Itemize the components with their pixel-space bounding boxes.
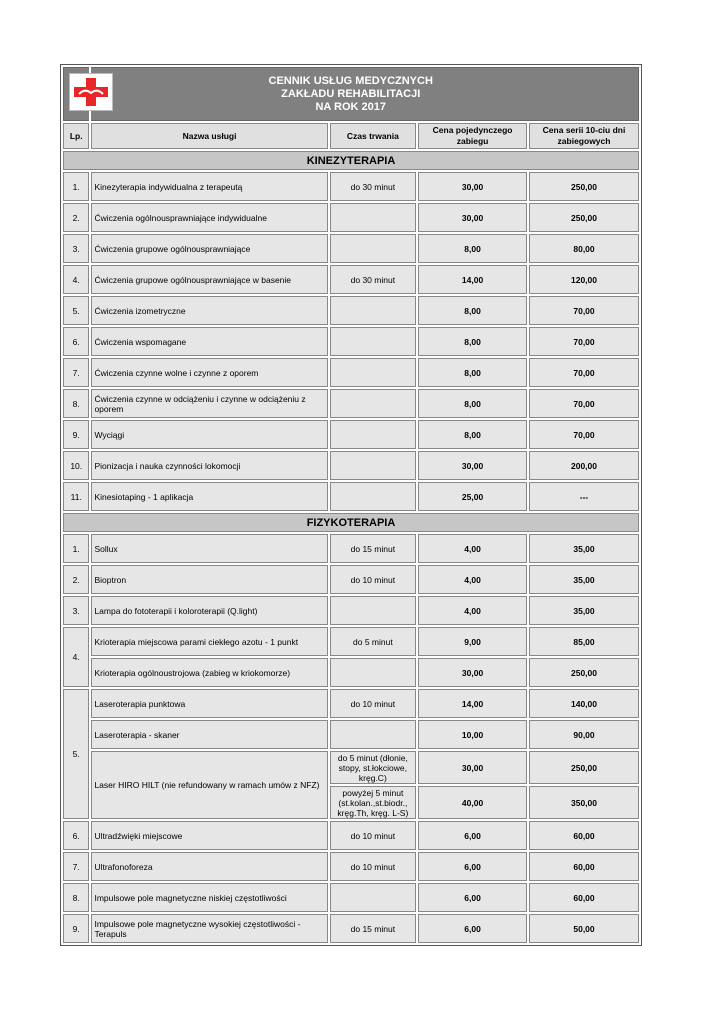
table-row bbox=[63, 482, 639, 511]
row-series-price: 70,00 bbox=[529, 358, 639, 387]
row-duration bbox=[330, 451, 417, 480]
row-single-price: 9,00 bbox=[418, 627, 527, 656]
row-series-price: 35,00 bbox=[529, 565, 639, 594]
row-series-price: 200,00 bbox=[529, 451, 639, 480]
table-row bbox=[63, 852, 639, 881]
row-duration: do 5 minut bbox=[330, 627, 417, 656]
row-series-price: 350,00 bbox=[529, 786, 639, 819]
row-duration: do 15 minut bbox=[330, 534, 417, 563]
row-lp: 5. bbox=[63, 296, 89, 325]
row-single-price: 8,00 bbox=[418, 327, 527, 356]
row-name: Impulsowe pole magnetyczne wysokiej częstotliwości - Terapuls bbox=[91, 914, 327, 943]
row-name: Impulsowe pole magnetyczne niskiej częstotliwości bbox=[91, 883, 327, 912]
row-single-price: 8,00 bbox=[418, 420, 527, 449]
row-duration: do 10 minut bbox=[330, 565, 417, 594]
row-duration bbox=[330, 596, 417, 625]
row-single-price: 8,00 bbox=[418, 358, 527, 387]
row-single-price: 6,00 bbox=[418, 883, 527, 912]
row-name: Ćwiczenia wspomagane bbox=[91, 327, 327, 356]
row-series-price: 50,00 bbox=[529, 914, 639, 943]
title-row bbox=[63, 67, 639, 121]
row-lp: 8. bbox=[63, 883, 89, 912]
table-row bbox=[63, 883, 639, 912]
row-single-price: 30,00 bbox=[418, 172, 527, 201]
row-duration: do 10 minut bbox=[330, 689, 417, 718]
row-name: Laseroterapia - skaner bbox=[91, 720, 327, 749]
column-header-duration: Czas trwania bbox=[330, 123, 417, 149]
row-single-price: 6,00 bbox=[418, 914, 527, 943]
red-cross-logo-icon bbox=[70, 74, 112, 110]
row-lp: 2. bbox=[63, 565, 89, 594]
row-duration: do 10 minut bbox=[330, 852, 417, 881]
row-single-price: 25,00 bbox=[418, 482, 527, 511]
row-series-price: 70,00 bbox=[529, 389, 639, 418]
row-lp: 1. bbox=[63, 172, 89, 201]
row-single-price: 8,00 bbox=[418, 234, 527, 263]
row-series-price: 250,00 bbox=[529, 172, 639, 201]
table-row bbox=[63, 389, 639, 418]
table-row bbox=[63, 327, 639, 356]
row-name: Ćwiczenia czynne w odciążeniu i czynne w odciążeniu z oporem bbox=[91, 389, 327, 418]
clinic-logo bbox=[69, 73, 113, 111]
row-duration bbox=[330, 420, 417, 449]
row-lp: 1. bbox=[63, 534, 89, 563]
row-name: Sollux bbox=[91, 534, 327, 563]
row-lp: 11. bbox=[63, 482, 89, 511]
row-single-price: 10,00 bbox=[418, 720, 527, 749]
table-row bbox=[63, 420, 639, 449]
row-duration: do 10 minut bbox=[330, 821, 417, 850]
row-series-price: 35,00 bbox=[529, 596, 639, 625]
row-single-price: 30,00 bbox=[418, 203, 527, 232]
row-duration bbox=[330, 482, 417, 511]
row-single-price: 40,00 bbox=[418, 786, 527, 819]
row-series-price: 250,00 bbox=[529, 751, 639, 784]
row-series-price: 120,00 bbox=[529, 265, 639, 294]
row-series-price: 250,00 bbox=[529, 203, 639, 232]
row-duration bbox=[330, 389, 417, 418]
table-row bbox=[63, 821, 639, 850]
section-title: KINEZYTERAPIA bbox=[63, 151, 639, 170]
section-header-fizykoterapia bbox=[63, 513, 639, 532]
row-single-price: 4,00 bbox=[418, 534, 527, 563]
table-row bbox=[63, 172, 639, 201]
row-duration bbox=[330, 720, 417, 749]
table-row bbox=[63, 914, 639, 943]
row-lp: 7. bbox=[63, 358, 89, 387]
title-line-2: ZAKŁADU REHABILITACJI bbox=[281, 87, 421, 100]
row-name: Ultrafonoforeza bbox=[91, 852, 327, 881]
row-single-price: 14,00 bbox=[418, 265, 527, 294]
row-name: Krioterapia miejscowa parami ciekłego azotu - 1 punkt bbox=[91, 627, 327, 656]
column-header-series-price: Cena serii 10-ciu dni zabiegowych bbox=[529, 123, 639, 149]
table-row bbox=[63, 534, 639, 563]
row-duration bbox=[330, 296, 417, 325]
row-series-price: --- bbox=[529, 482, 639, 511]
row-name: Laseroterapia punktowa bbox=[91, 689, 327, 718]
row-series-price: 90,00 bbox=[529, 720, 639, 749]
row-single-price: 30,00 bbox=[418, 751, 527, 784]
title-cell bbox=[91, 67, 639, 121]
row-single-price: 6,00 bbox=[418, 852, 527, 881]
row-lp: 4. bbox=[63, 627, 89, 687]
row-name: Kinesiotaping - 1 aplikacja bbox=[91, 482, 327, 511]
table-row bbox=[63, 265, 639, 294]
table-row bbox=[63, 751, 639, 784]
row-name: Wyciągi bbox=[91, 420, 327, 449]
price-list-document bbox=[60, 64, 642, 946]
row-series-price: 60,00 bbox=[529, 883, 639, 912]
title-line-3: NA ROK 2017 bbox=[315, 100, 386, 113]
title-line-1: CENNIK USŁUG MEDYCZNYCH bbox=[268, 74, 433, 87]
table-row bbox=[63, 565, 639, 594]
row-single-price: 8,00 bbox=[418, 389, 527, 418]
row-series-price: 140,00 bbox=[529, 689, 639, 718]
row-duration bbox=[330, 358, 417, 387]
row-series-price: 250,00 bbox=[529, 658, 639, 687]
section-title: FIZYKOTERAPIA bbox=[63, 513, 639, 532]
row-series-price: 60,00 bbox=[529, 852, 639, 881]
row-lp: 2. bbox=[63, 203, 89, 232]
row-name: Laser HIRO HILT (nie refundowany w ramach umów z NFZ) bbox=[91, 751, 327, 819]
row-single-price: 8,00 bbox=[418, 296, 527, 325]
row-lp: 3. bbox=[63, 596, 89, 625]
row-name: Lampa do fototerapii i koloroterapii (Q.light) bbox=[91, 596, 327, 625]
row-duration bbox=[330, 203, 417, 232]
column-header-single-price: Cena pojedynczego zabiegu bbox=[418, 123, 527, 149]
row-name: Krioterapia ogólnoustrojowa (zabieg w kriokomorze) bbox=[91, 658, 327, 687]
row-duration: do 5 minut (dłonie, stopy, st.łokciowe, kręg.C) bbox=[330, 751, 417, 784]
row-series-price: 35,00 bbox=[529, 534, 639, 563]
column-header-name: Nazwa usługi bbox=[91, 123, 327, 149]
row-duration bbox=[330, 658, 417, 687]
row-series-price: 60,00 bbox=[529, 821, 639, 850]
table-row bbox=[63, 720, 639, 749]
table-row bbox=[63, 627, 639, 656]
row-single-price: 30,00 bbox=[418, 658, 527, 687]
row-name: Kinezyterapia indywidualna z terapeutą bbox=[91, 172, 327, 201]
kinezyterapia-rows bbox=[63, 172, 639, 511]
column-header-lp: Lp. bbox=[63, 123, 89, 149]
row-series-price: 85,00 bbox=[529, 627, 639, 656]
row-series-price: 70,00 bbox=[529, 327, 639, 356]
row-name: Ćwiczenia ogólnousprawniające indywidualne bbox=[91, 203, 327, 232]
row-series-price: 70,00 bbox=[529, 420, 639, 449]
row-series-price: 80,00 bbox=[529, 234, 639, 263]
table-row bbox=[63, 296, 639, 325]
row-series-price: 70,00 bbox=[529, 296, 639, 325]
row-lp: 6. bbox=[63, 327, 89, 356]
table-row bbox=[63, 689, 639, 718]
row-lp: 5. bbox=[63, 689, 89, 819]
row-name: Ćwiczenia izometryczne bbox=[91, 296, 327, 325]
row-name: Ultradźwięki miejscowe bbox=[91, 821, 327, 850]
row-single-price: 4,00 bbox=[418, 565, 527, 594]
row-name: Ćwiczenia grupowe ogólnousprawniające w basenie bbox=[91, 265, 327, 294]
table-row bbox=[63, 234, 639, 263]
row-duration: do 30 minut bbox=[330, 265, 417, 294]
row-lp: 9. bbox=[63, 914, 89, 943]
row-name: Ćwiczenia grupowe ogólnousprawniające bbox=[91, 234, 327, 263]
table-row bbox=[63, 658, 639, 687]
row-lp: 8. bbox=[63, 389, 89, 418]
row-lp: 6. bbox=[63, 821, 89, 850]
row-duration: do 30 minut bbox=[330, 172, 417, 201]
row-name: Pionizacja i nauka czynności lokomocji bbox=[91, 451, 327, 480]
row-lp: 3. bbox=[63, 234, 89, 263]
row-duration: powyżej 5 minut (st.kolan.,st.biodr., kręg.Th, kręg. L-S) bbox=[330, 786, 417, 819]
row-duration bbox=[330, 327, 417, 356]
row-single-price: 14,00 bbox=[418, 689, 527, 718]
document-title bbox=[65, 75, 636, 114]
row-duration bbox=[330, 883, 417, 912]
row-lp: 10. bbox=[63, 451, 89, 480]
table-row bbox=[63, 203, 639, 232]
row-single-price: 6,00 bbox=[418, 821, 527, 850]
section-header-kinezyterapia bbox=[63, 151, 639, 170]
table-row bbox=[63, 451, 639, 480]
column-header-row bbox=[63, 123, 639, 149]
row-duration bbox=[330, 234, 417, 263]
row-single-price: 4,00 bbox=[418, 596, 527, 625]
row-lp: 4. bbox=[63, 265, 89, 294]
row-duration: do 15 minut bbox=[330, 914, 417, 943]
table-row bbox=[63, 358, 639, 387]
row-name: Bioptron bbox=[91, 565, 327, 594]
row-lp: 9. bbox=[63, 420, 89, 449]
price-table bbox=[60, 64, 642, 946]
row-name: Ćwiczenia czynne wolne i czynne z oporem bbox=[91, 358, 327, 387]
table-row bbox=[63, 596, 639, 625]
row-single-price: 30,00 bbox=[418, 451, 527, 480]
row-lp: 7. bbox=[63, 852, 89, 881]
